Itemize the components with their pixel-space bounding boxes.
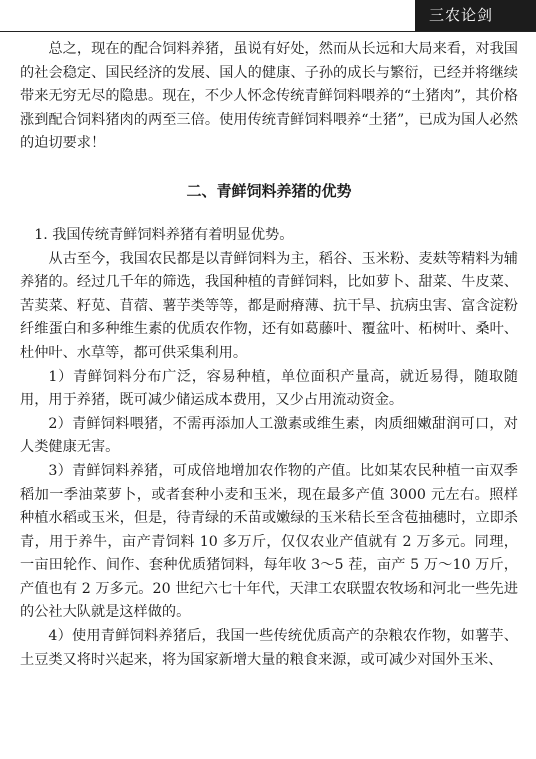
section-title: 二、青鲜饲料养猪的优势 (186, 181, 352, 200)
page-body (20, 38, 518, 672)
body-paragraph: 1）青鲜饲料分布广泛，容易种植，单位面积产量高，就近易得，随取随用，用于养猪，既可减少储运成本费用，又少占用流动资金。 (20, 368, 518, 409)
intro-paragraph: 总之，现在的配合饲料养猪，虽说有好处，然而从长远和大局来看，对我国的社会稳定、国民经济的发展、国人的健康、子孙的成长与繁衍，已经并将继续带来无穷无尽的隐患。现在，不少人怀念传统青鲜饲料喂养的“土猪肉”，其价格涨到配合饲料猪肉的两至三倍。使用传统青鲜饲料喂养“土猪”，已成为国人必然的迫切要求！ (20, 41, 518, 152)
body-paragraph: 从古至今，我国农民都是以青鲜饲料为主，稻谷、玉米粉、麦麸等精料为辅养猪的。经过几千年的筛选，我国种植的青鲜饲料，比如萝卜、甜菜、牛皮菜、苦荬菜、籽苋、苜蓿、薯芋类等等，都是耐瘠薄、抗干旱、抗病虫害、富含淀粉纤维蛋白和多种维生素的优质农作物，还有如葛藤叶、覆盆叶、柘树叶、桑叶、杜仲叶、水草等，都可供采集利用。 (20, 250, 518, 361)
header-rule (0, 31, 536, 32)
subsection-heading: 1. 我国传统青鲜饲料养猪有着明显优势。 (34, 226, 294, 243)
body-paragraph: 2）青鲜饲料喂猪，不需再添加人工激素或维生素，肉质细嫩甜润可口，对人类健康无害。 (20, 415, 518, 456)
body-paragraph: 3）青鲜饲料养猪，可成倍地增加农作物的产值。比如某农民种植一亩双季稻加一季油菜萝卜，或者套种小麦和玉米，现在最多产值 3000 元左右。照样种植水稻或玉米，但是，待青绿的禾苗或嫩绿的玉米秸长至含苞抽穗时，立即杀青，用于养牛，亩产青饲料 10 多万斤，仅仅农业产值就有 2 万多元。同理，一亩田轮作、间作、套种优质猪饲料，每年收 3～5 茬，亩产 5 万～10 万斤，产值也有 2 万多元。20 世纪六七十年代，天津工农联盟农牧场和河北一些先进的公社大队就是这样做的。 (20, 462, 518, 621)
body-paragraph: 4）使用青鲜饲料养猪后，我国一些传统优质高产的杂粮农作物，如薯芋、土豆类又将时兴起来，将为国家新增大量的粮食来源，或可减少对国外玉米、 (20, 628, 518, 668)
running-header-tab: 三农论剑 (415, 0, 536, 31)
